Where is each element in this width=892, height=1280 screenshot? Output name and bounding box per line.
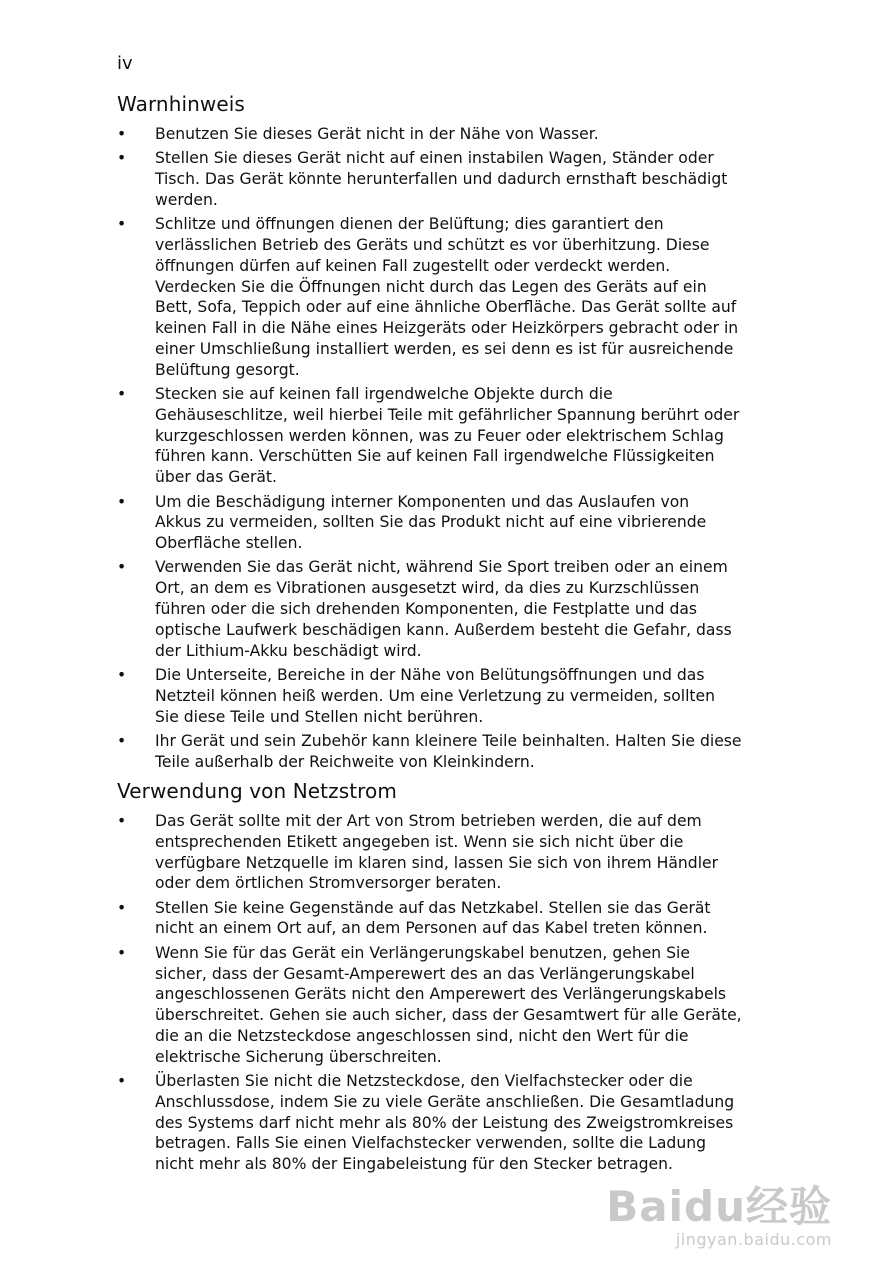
section-warnhinweis (117, 90, 762, 776)
list-item (117, 124, 762, 145)
text-line: des Systems darf nicht mehr als 80% der Leistung des Zweigstromkreises (155, 1113, 734, 1132)
text-line: Verdecken Sie die Öffnungen nicht durch das Legen des Geräts auf ein (155, 277, 707, 296)
bullet-marker: • (117, 215, 127, 234)
text-line: sicher, dass der Gesamt-Amperewert des an das Verlängerungskabel (155, 964, 695, 983)
list-item (117, 898, 762, 940)
text-line: Das Gerät sollte mit der Art von Strom betrieben werden, die auf dem (155, 812, 702, 830)
bullet-list (117, 124, 762, 772)
text-line: angeschlossenen Geräts nicht den Amperewert des Verlängerungskabels (155, 985, 727, 1004)
watermark-url: jingyan.baidu.com (675, 1230, 832, 1249)
list-item (117, 148, 762, 210)
text-line: entsprechenden Etikett angegeben ist. Wenn sie sich nicht über die (155, 832, 684, 851)
text-line: werden. (155, 190, 218, 209)
watermark (606, 1184, 832, 1250)
text-line: nicht mehr als 80% der Eingabeleistung für den Stecker betragen. (155, 1155, 673, 1174)
text-line: Stecken sie auf keinen fall irgendwelche Objekte durch die (155, 385, 613, 404)
text-line: Oberfläche stellen. (155, 534, 303, 553)
text-line: einer Umschließung installiert werden, es sei denn es ist für ausreichende (155, 339, 734, 358)
text-line: elektrische Sicherung überschreiten. (155, 1047, 442, 1066)
text-line: Akkus zu vermeiden, sollten Sie das Produkt nicht auf eine vibrierende (155, 513, 707, 532)
bullet-marker: • (117, 492, 127, 511)
text-line: Teile außerhalb der Reichweite von Kleinkindern. (155, 752, 535, 771)
bullet-marker: • (117, 812, 127, 830)
text-line: über das Gerät. (155, 468, 277, 487)
bullet-marker: • (117, 385, 127, 404)
list-item (117, 731, 762, 773)
bullet-marker: • (117, 731, 127, 750)
list-item (117, 1071, 762, 1175)
text-line: Bett, Sofa, Teppich oder auf eine ähnliche Oberfläche. Das Gerät sollte auf (155, 298, 737, 317)
text-line: Ihr Gerät und sein Zubehör kann kleinere Teile beinhalten. Halten Sie diese (155, 731, 742, 750)
text-line: Um die Beschädigung interner Komponenten und das Auslaufen von (155, 492, 690, 511)
list-item (117, 665, 762, 727)
text-line: Gehäuseschlitze, weil hierbei Teile mit gefährlicher Spannung berührt oder (155, 405, 740, 424)
text-line: Stellen Sie keine Gegenstände auf das Netzkabel. Stellen sie das Gerät (155, 898, 711, 917)
text-line: der Lithium-Akku beschädigt wird. (155, 641, 422, 660)
text-line: führen kann. Verschütten Sie auf keinen Fall irgendwelche Flüssigkeiten (155, 447, 715, 466)
text-line: betragen. Falls Sie einen Vielfachstecker verwenden, sollte die Ladung (155, 1134, 706, 1153)
section-heading: Verwendung von Netzstrom (117, 779, 397, 803)
list-item (117, 214, 762, 380)
text-line: verlässlichen Betrieb des Geräts und schützt es vor überhitzung. Diese (155, 235, 710, 254)
bullet-marker: • (117, 125, 127, 143)
text-line: Die Unterseite, Bereiche in der Nähe von Belütungsöffnungen und das (155, 665, 705, 684)
text-line: oder dem örtlichen Stromversorger beraten. (155, 874, 502, 893)
text-line: überschreitet. Gehen sie auch sicher, dass der Gesamtwert für alle Geräte, (155, 1006, 742, 1025)
list-item (117, 943, 762, 1068)
bullet-marker: • (117, 1072, 127, 1091)
text-line: öffnungen dürfen auf keinen Fall zugestellt oder verdeckt werden. (155, 256, 671, 275)
text-line: optische Laufwerk beschädigen kann. Außerdem besteht die Gefahr, dass (155, 620, 732, 639)
text-line: Benutzen Sie dieses Gerät nicht in der Nähe von Wasser. (155, 125, 599, 143)
list-item (117, 384, 762, 488)
text-line: führen oder die sich drehenden Komponenten, die Festplatte und das (155, 600, 698, 619)
text-line: Ort, an dem es Vibrationen ausgesetzt wird, da dies zu Kurzschlüssen (155, 579, 700, 598)
text-line: Überlasten Sie nicht die Netzsteckdose, den Vielfachstecker oder die (155, 1072, 693, 1091)
bullet-marker: • (117, 665, 127, 684)
text-line: verfügbare Netzquelle im klaren sind, lassen Sie sich von ihrem Händler (155, 853, 719, 872)
section-netzstrom (117, 777, 762, 1179)
text-line: Schlitze und öffnungen dienen der Belüftung; dies garantiert den (155, 215, 664, 234)
text-line: Netzteil können heiß werden. Um eine Verletzung zu vermeiden, sollten (155, 686, 716, 705)
text-line: keinen Fall in die Nähe eines Heizgeräts oder Heizkörpers gebracht oder in (155, 319, 739, 338)
text-line: kurzgeschlossen werden können, was zu Feuer oder elektrischem Schlag (155, 426, 724, 445)
text-line: Tisch. Das Gerät könnte herunterfallen und dadurch ernsthaft beschädigt (155, 170, 728, 189)
bullet-marker: • (117, 943, 127, 962)
bullet-marker: • (117, 898, 127, 917)
text-line: Verwenden Sie das Gerät nicht, während Sie Sport treiben oder an einem (155, 558, 728, 577)
text-line: Belüftung gesorgt. (155, 360, 300, 379)
text-line: nicht an einem Ort auf, an dem Personen auf das Kabel treten können. (155, 919, 708, 938)
text-line: Wenn Sie für das Gerät ein Verlängerungskabel benutzen, gehen Sie (155, 943, 690, 962)
bullet-marker: • (117, 558, 127, 577)
text-line: Stellen Sie dieses Gerät nicht auf einen instabilen Wagen, Ständer oder (155, 149, 714, 168)
bullet-list (117, 811, 762, 1175)
text-line: Sie diese Teile und Stellen nicht berühren. (155, 707, 484, 726)
page-number: iv (117, 53, 133, 74)
text-line: die an die Netzsteckdose angeschlossen sind, nicht den Wert für die (155, 1026, 689, 1045)
list-item (117, 811, 762, 894)
text-line: Anschlussdose, indem Sie zu viele Geräte anschließen. Die Gesamtladung (155, 1092, 735, 1111)
list-item (117, 557, 762, 661)
list-item (117, 492, 762, 554)
section-heading: Warnhinweis (117, 92, 245, 116)
watermark-logo: Baidu经验 (606, 1182, 832, 1231)
bullet-marker: • (117, 149, 127, 168)
